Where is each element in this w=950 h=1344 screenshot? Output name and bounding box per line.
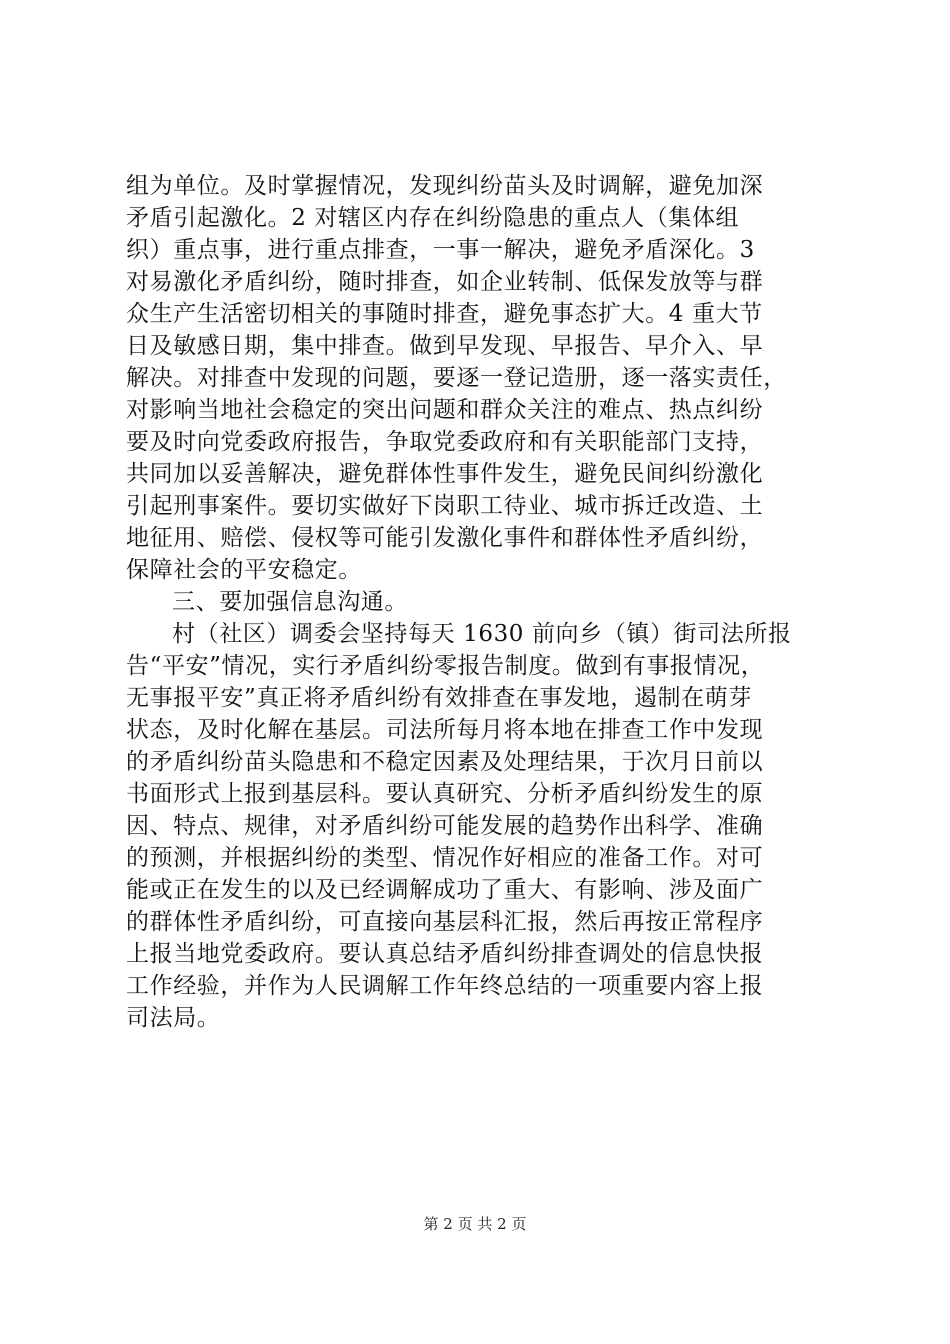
text-line: 无事报平安”真正将矛盾纠纷有效排查在事发地，遏制在萌芽 (126, 685, 752, 711)
text-line: 要及时向党委政府报告，争取党委政府和有关职能部门支持， (126, 429, 764, 455)
text-line: 上报当地党委政府。要认真总结矛盾纠纷排查调处的信息快报 (126, 941, 764, 967)
text-line: 引起刑事案件。要切实做好下岗职工待业、城市拆迁改造、土 (126, 493, 764, 519)
text-line: 能或正在发生的以及已经调解成功了重大、有影响、涉及面广 (126, 877, 764, 903)
text-line: 共同加以妥善解决，避免群体性事件发生，避免民间纠纷激化 (126, 461, 764, 487)
text-line: 状态，及时化解在基层。司法所每月将本地在排查工作中发现 (126, 717, 764, 743)
text-line: 村（社区）调委会坚持每天 1630 前向乡（镇）街司法所报 (172, 621, 792, 647)
text-line: 日及敏感日期，集中排查。做到早发现、早报告、早介入、早 (126, 333, 764, 359)
text-line: 对影响当地社会稳定的突出问题和群众关注的难点、热点纠纷 (126, 397, 764, 423)
text-line: 对易激化矛盾纠纷，随时排查，如企业转制、低保发放等与群 (126, 269, 764, 295)
text-line: 织）重点事，进行重点排查，一事一解决，避免矛盾深化。3 (126, 237, 755, 263)
text-line: 地征用、赔偿、侵权等可能引发激化事件和群体性矛盾纠纷， (126, 525, 764, 551)
text-line: 因、特点、规律，对矛盾纠纷可能发展的趋势作出科学、准确 (126, 813, 764, 839)
page-footer: 第 2 页 共 2 页 (423, 1215, 527, 1233)
text-line: 众生产生活密切相关的事随时排查，避免事态扩大。4 重大节 (126, 301, 763, 327)
text-line: 的群体性矛盾纠纷，可直接向基层科汇报，然后再按正常程序 (126, 909, 764, 935)
text-line: 告“平安”情况，实行矛盾纠纷零报告制度。做到有事报情况， (126, 653, 765, 679)
text-line: 组为单位。及时掌握情况，发现纠纷苗头及时调解，避免加深 (126, 173, 764, 199)
text-line: 司法局。 (126, 1005, 221, 1031)
text-line: 工作经验，并作为人民调解工作年终总结的一项重要内容上报 (126, 973, 764, 999)
text-line: 解决。对排查中发现的问题，要逐一登记造册，逐一落实责任， (126, 365, 787, 391)
text-line: 三、要加强信息沟通。 (172, 589, 408, 615)
text-line: 保障社会的平安稳定。 (126, 557, 362, 583)
text-line: 的预测，并根据纠纷的类型、情况作好相应的准备工作。对可 (126, 845, 764, 871)
text-line: 矛盾引起激化。2 对辖区内存在纠纷隐患的重点人（集体组 (126, 205, 740, 231)
text-line: 的矛盾纠纷苗头隐患和不稳定因素及处理结果，于次月日前以 (126, 749, 764, 775)
document-body (126, 170, 836, 1034)
text-line: 书面形式上报到基层科。要认真研究、分析矛盾纠纷发生的原 (126, 781, 764, 807)
